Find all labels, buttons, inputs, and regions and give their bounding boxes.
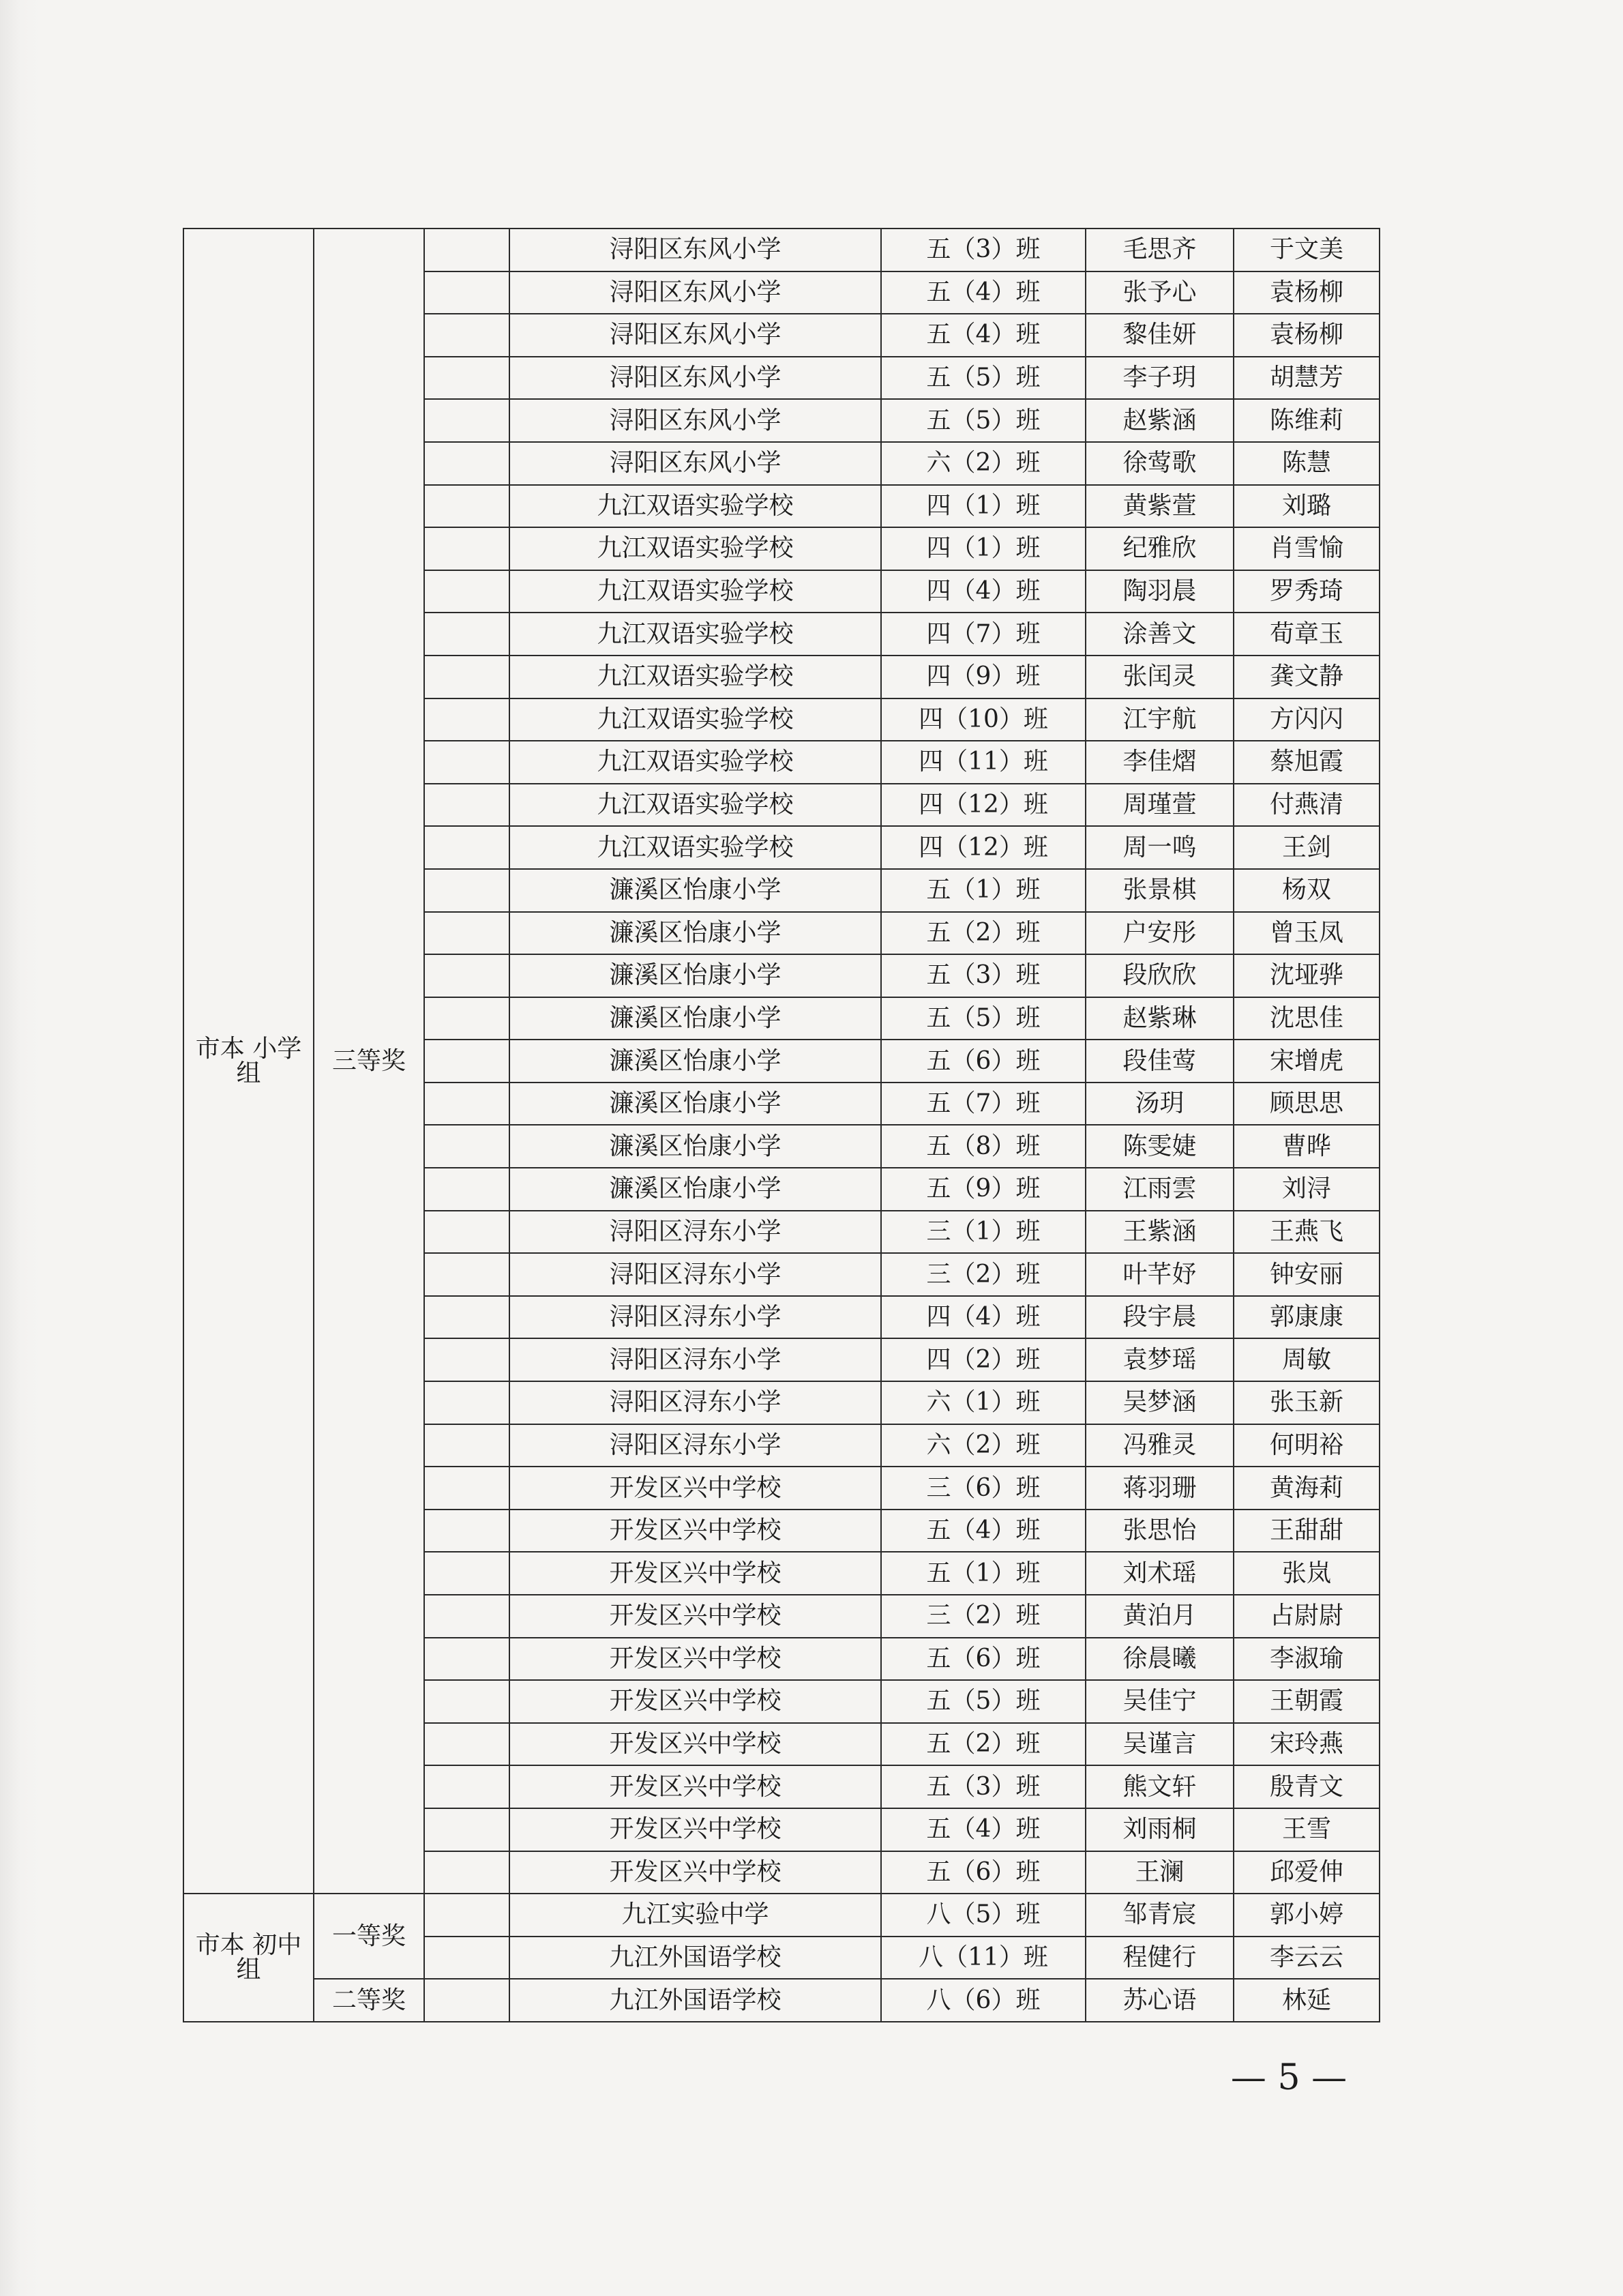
school-cell: 九江双语实验学校 bbox=[509, 527, 881, 570]
school-cell: 九江双语实验学校 bbox=[509, 826, 881, 869]
teacher-cell: 王甜甜 bbox=[1234, 1510, 1380, 1552]
teacher-cell: 胡慧芳 bbox=[1234, 357, 1380, 400]
student-cell: 程健行 bbox=[1086, 1937, 1234, 1979]
teacher-cell: 袁杨柳 bbox=[1234, 314, 1380, 357]
student-cell: 叶芊妤 bbox=[1086, 1253, 1234, 1296]
student-cell: 王紫涵 bbox=[1086, 1211, 1234, 1254]
blank-cell bbox=[424, 357, 509, 400]
table-row bbox=[183, 1894, 1380, 1937]
class-cell: 五（4）班 bbox=[881, 1510, 1086, 1552]
student-cell: 张景棋 bbox=[1086, 869, 1234, 912]
blank-cell bbox=[424, 314, 509, 357]
school-cell: 九江外国语学校 bbox=[509, 1979, 881, 2022]
teacher-cell: 荀章玉 bbox=[1234, 613, 1380, 656]
teacher-cell: 刘璐 bbox=[1234, 485, 1380, 528]
teacher-cell: 蔡旭霞 bbox=[1234, 741, 1380, 784]
blank-cell bbox=[424, 271, 509, 314]
school-cell: 濂溪区怡康小学 bbox=[509, 954, 881, 997]
teacher-cell: 张岚 bbox=[1234, 1552, 1380, 1595]
blank-cell bbox=[424, 741, 509, 784]
school-cell: 开发区兴中学校 bbox=[509, 1680, 881, 1723]
teacher-cell: 黄海莉 bbox=[1234, 1467, 1380, 1510]
school-cell: 浔阳区东风小学 bbox=[509, 229, 881, 271]
class-cell: 五（4）班 bbox=[881, 271, 1086, 314]
class-cell: 四（1）班 bbox=[881, 485, 1086, 528]
student-cell: 毛思齐 bbox=[1086, 229, 1234, 271]
blank-cell bbox=[424, 399, 509, 442]
student-cell: 王澜 bbox=[1086, 1851, 1234, 1894]
blank-cell bbox=[424, 1937, 509, 1979]
teacher-cell: 陈慧 bbox=[1234, 442, 1380, 485]
student-cell: 张闰灵 bbox=[1086, 656, 1234, 698]
school-cell: 浔阳区浔东小学 bbox=[509, 1338, 881, 1381]
blank-cell bbox=[424, 1808, 509, 1851]
blank-cell bbox=[424, 1168, 509, 1211]
blank-cell bbox=[424, 1083, 509, 1125]
class-cell: 六（1）班 bbox=[881, 1381, 1086, 1424]
school-cell: 濂溪区怡康小学 bbox=[509, 912, 881, 955]
class-cell: 五（6）班 bbox=[881, 1638, 1086, 1681]
student-cell: 赵紫琳 bbox=[1086, 997, 1234, 1040]
school-cell: 开发区兴中学校 bbox=[509, 1808, 881, 1851]
school-cell: 濂溪区怡康小学 bbox=[509, 1040, 881, 1083]
class-cell: 五（3）班 bbox=[881, 954, 1086, 997]
blank-cell bbox=[424, 997, 509, 1040]
school-cell: 开发区兴中学校 bbox=[509, 1723, 881, 1766]
class-cell: 五（2）班 bbox=[881, 912, 1086, 955]
teacher-cell: 杨双 bbox=[1234, 869, 1380, 912]
student-cell: 徐莺歌 bbox=[1086, 442, 1234, 485]
blank-cell bbox=[424, 1723, 509, 1766]
student-cell: 李佳熠 bbox=[1086, 741, 1234, 784]
class-cell: 五（9）班 bbox=[881, 1168, 1086, 1211]
class-cell: 三（1）班 bbox=[881, 1211, 1086, 1254]
school-cell: 浔阳区浔东小学 bbox=[509, 1211, 881, 1254]
school-cell: 浔阳区东风小学 bbox=[509, 271, 881, 314]
teacher-cell: 王剑 bbox=[1234, 826, 1380, 869]
teacher-cell: 王朝霞 bbox=[1234, 1680, 1380, 1723]
class-cell: 五（1）班 bbox=[881, 1552, 1086, 1595]
blank-cell bbox=[424, 613, 509, 656]
student-cell: 汤玥 bbox=[1086, 1083, 1234, 1125]
teacher-cell: 刘浔 bbox=[1234, 1168, 1380, 1211]
class-cell: 四（10）班 bbox=[881, 698, 1086, 741]
class-cell: 四（11）班 bbox=[881, 741, 1086, 784]
class-cell: 五（5）班 bbox=[881, 1680, 1086, 1723]
teacher-cell: 龚文静 bbox=[1234, 656, 1380, 698]
blank-cell bbox=[424, 229, 509, 271]
student-cell: 段欣欣 bbox=[1086, 954, 1234, 997]
group-cell: 市本 初中组 bbox=[183, 1894, 314, 2022]
class-cell: 六（2）班 bbox=[881, 1424, 1086, 1467]
award-level-cell: 三等奖 bbox=[314, 229, 424, 1894]
student-cell: 黎佳妍 bbox=[1086, 314, 1234, 357]
teacher-cell: 钟安丽 bbox=[1234, 1253, 1380, 1296]
school-cell: 濂溪区怡康小学 bbox=[509, 869, 881, 912]
teacher-cell: 宋玲燕 bbox=[1234, 1723, 1380, 1766]
teacher-cell: 宋增虎 bbox=[1234, 1040, 1380, 1083]
class-cell: 四（7）班 bbox=[881, 613, 1086, 656]
table-row bbox=[183, 1979, 1380, 2022]
student-cell: 吴梦涵 bbox=[1086, 1381, 1234, 1424]
student-cell: 袁梦瑶 bbox=[1086, 1338, 1234, 1381]
school-cell: 开发区兴中学校 bbox=[509, 1510, 881, 1552]
student-cell: 陈雯婕 bbox=[1086, 1125, 1234, 1168]
awards-table-body bbox=[183, 229, 1380, 2022]
blank-cell bbox=[424, 1510, 509, 1552]
class-cell: 四（4）班 bbox=[881, 570, 1086, 613]
teacher-cell: 方闪闪 bbox=[1234, 698, 1380, 741]
teacher-cell: 王雪 bbox=[1234, 1808, 1380, 1851]
teacher-cell: 付燕清 bbox=[1234, 784, 1380, 827]
blank-cell bbox=[424, 1979, 509, 2022]
blank-cell bbox=[424, 1211, 509, 1254]
school-cell: 九江双语实验学校 bbox=[509, 656, 881, 698]
teacher-cell: 郭小婷 bbox=[1234, 1894, 1380, 1937]
teacher-cell: 殷青文 bbox=[1234, 1765, 1380, 1808]
school-cell: 开发区兴中学校 bbox=[509, 1595, 881, 1638]
teacher-cell: 肖雪愉 bbox=[1234, 527, 1380, 570]
blank-cell bbox=[424, 1765, 509, 1808]
school-cell: 浔阳区浔东小学 bbox=[509, 1296, 881, 1339]
class-cell: 三（2）班 bbox=[881, 1253, 1086, 1296]
school-cell: 九江双语实验学校 bbox=[509, 784, 881, 827]
school-cell: 九江外国语学校 bbox=[509, 1937, 881, 1979]
class-cell: 五（5）班 bbox=[881, 357, 1086, 400]
teacher-cell: 李云云 bbox=[1234, 1937, 1380, 1979]
blank-cell bbox=[424, 1552, 509, 1595]
school-cell: 浔阳区浔东小学 bbox=[509, 1381, 881, 1424]
class-cell: 五（6）班 bbox=[881, 1040, 1086, 1083]
student-cell: 户安彤 bbox=[1086, 912, 1234, 955]
student-cell: 周一鸣 bbox=[1086, 826, 1234, 869]
school-cell: 濂溪区怡康小学 bbox=[509, 1168, 881, 1211]
class-cell: 四（12）班 bbox=[881, 826, 1086, 869]
group-cell: 市本 小学组 bbox=[183, 229, 314, 1894]
blank-cell bbox=[424, 1595, 509, 1638]
student-cell: 李子玥 bbox=[1086, 357, 1234, 400]
school-cell: 浔阳区东风小学 bbox=[509, 399, 881, 442]
class-cell: 八（11）班 bbox=[881, 1937, 1086, 1979]
class-cell: 六（2）班 bbox=[881, 442, 1086, 485]
award-level-cell: 一等奖 bbox=[314, 1894, 424, 1979]
class-cell: 四（4）班 bbox=[881, 1296, 1086, 1339]
school-cell: 九江双语实验学校 bbox=[509, 741, 881, 784]
teacher-cell: 曹晔 bbox=[1234, 1125, 1380, 1168]
student-cell: 江宇航 bbox=[1086, 698, 1234, 741]
class-cell: 五（1）班 bbox=[881, 869, 1086, 912]
student-cell: 张思怡 bbox=[1086, 1510, 1234, 1552]
class-cell: 五（4）班 bbox=[881, 314, 1086, 357]
teacher-cell: 沈思佳 bbox=[1234, 997, 1380, 1040]
student-cell: 黄泊月 bbox=[1086, 1595, 1234, 1638]
school-cell: 九江双语实验学校 bbox=[509, 485, 881, 528]
blank-cell bbox=[424, 1638, 509, 1681]
student-cell: 刘术瑶 bbox=[1086, 1552, 1234, 1595]
blank-cell bbox=[424, 1381, 509, 1424]
school-cell: 开发区兴中学校 bbox=[509, 1851, 881, 1894]
blank-cell bbox=[424, 442, 509, 485]
student-cell: 吴佳宁 bbox=[1086, 1680, 1234, 1723]
blank-cell bbox=[424, 1040, 509, 1083]
school-cell: 濂溪区怡康小学 bbox=[509, 997, 881, 1040]
teacher-cell: 王燕飞 bbox=[1234, 1211, 1380, 1254]
school-cell: 浔阳区浔东小学 bbox=[509, 1424, 881, 1467]
blank-cell bbox=[424, 1467, 509, 1510]
blank-cell bbox=[424, 698, 509, 741]
class-cell: 四（12）班 bbox=[881, 784, 1086, 827]
class-cell: 五（5）班 bbox=[881, 997, 1086, 1040]
blank-cell bbox=[424, 485, 509, 528]
blank-cell bbox=[424, 527, 509, 570]
teacher-cell: 占尉尉 bbox=[1234, 1595, 1380, 1638]
class-cell: 五（7）班 bbox=[881, 1083, 1086, 1125]
student-cell: 苏心语 bbox=[1086, 1979, 1234, 2022]
class-cell: 八（6）班 bbox=[881, 1979, 1086, 2022]
school-cell: 九江双语实验学校 bbox=[509, 613, 881, 656]
awards-table bbox=[183, 228, 1380, 2022]
teacher-cell: 顾思思 bbox=[1234, 1083, 1380, 1125]
blank-cell bbox=[424, 826, 509, 869]
school-cell: 濂溪区怡康小学 bbox=[509, 1125, 881, 1168]
student-cell: 刘雨桐 bbox=[1086, 1808, 1234, 1851]
student-cell: 赵紫涵 bbox=[1086, 399, 1234, 442]
class-cell: 五（5）班 bbox=[881, 399, 1086, 442]
teacher-cell: 曾玉凤 bbox=[1234, 912, 1380, 955]
student-cell: 纪雅欣 bbox=[1086, 527, 1234, 570]
school-cell: 浔阳区浔东小学 bbox=[509, 1253, 881, 1296]
table-row bbox=[183, 229, 1380, 271]
class-cell: 三（2）班 bbox=[881, 1595, 1086, 1638]
class-cell: 三（6）班 bbox=[881, 1467, 1086, 1510]
student-cell: 徐晨曦 bbox=[1086, 1638, 1234, 1681]
teacher-cell: 何明裕 bbox=[1234, 1424, 1380, 1467]
blank-cell bbox=[424, 1680, 509, 1723]
school-cell: 开发区兴中学校 bbox=[509, 1552, 881, 1595]
class-cell: 四（9）班 bbox=[881, 656, 1086, 698]
award-level-cell: 二等奖 bbox=[314, 1979, 424, 2022]
teacher-cell: 李淑瑜 bbox=[1234, 1638, 1380, 1681]
student-cell: 张予心 bbox=[1086, 271, 1234, 314]
student-cell: 段佳莺 bbox=[1086, 1040, 1234, 1083]
class-cell: 八（5）班 bbox=[881, 1894, 1086, 1937]
class-cell: 五（3）班 bbox=[881, 229, 1086, 271]
school-cell: 濂溪区怡康小学 bbox=[509, 1083, 881, 1125]
school-cell: 浔阳区东风小学 bbox=[509, 442, 881, 485]
school-cell: 九江双语实验学校 bbox=[509, 570, 881, 613]
school-cell: 九江实验中学 bbox=[509, 1894, 881, 1937]
class-cell: 四（1）班 bbox=[881, 527, 1086, 570]
student-cell: 涂善文 bbox=[1086, 613, 1234, 656]
student-cell: 江雨雲 bbox=[1086, 1168, 1234, 1211]
school-cell: 浔阳区东风小学 bbox=[509, 357, 881, 400]
blank-cell bbox=[424, 1851, 509, 1894]
class-cell: 五（2）班 bbox=[881, 1723, 1086, 1766]
school-cell: 开发区兴中学校 bbox=[509, 1765, 881, 1808]
student-cell: 邹青宸 bbox=[1086, 1894, 1234, 1937]
student-cell: 周瑾萱 bbox=[1086, 784, 1234, 827]
student-cell: 黄紫萱 bbox=[1086, 485, 1234, 528]
student-cell: 吴谨言 bbox=[1086, 1723, 1234, 1766]
blank-cell bbox=[424, 1253, 509, 1296]
teacher-cell: 袁杨柳 bbox=[1234, 271, 1380, 314]
teacher-cell: 于文美 bbox=[1234, 229, 1380, 271]
student-cell: 陶羽晨 bbox=[1086, 570, 1234, 613]
student-cell: 熊文轩 bbox=[1086, 1765, 1234, 1808]
teacher-cell: 邱爱伸 bbox=[1234, 1851, 1380, 1894]
blank-cell bbox=[424, 1424, 509, 1467]
class-cell: 五（4）班 bbox=[881, 1808, 1086, 1851]
blank-cell bbox=[424, 784, 509, 827]
school-cell: 浔阳区东风小学 bbox=[509, 314, 881, 357]
teacher-cell: 张玉新 bbox=[1234, 1381, 1380, 1424]
teacher-cell: 林延 bbox=[1234, 1979, 1380, 2022]
student-cell: 蒋羽珊 bbox=[1086, 1467, 1234, 1510]
teacher-cell: 周敏 bbox=[1234, 1338, 1380, 1381]
blank-cell bbox=[424, 869, 509, 912]
blank-cell bbox=[424, 912, 509, 955]
school-cell: 九江双语实验学校 bbox=[509, 698, 881, 741]
blank-cell bbox=[424, 954, 509, 997]
class-cell: 五（6）班 bbox=[881, 1851, 1086, 1894]
blank-cell bbox=[424, 1125, 509, 1168]
blank-cell bbox=[424, 656, 509, 698]
student-cell: 段宇晨 bbox=[1086, 1296, 1234, 1339]
class-cell: 五（8）班 bbox=[881, 1125, 1086, 1168]
school-cell: 开发区兴中学校 bbox=[509, 1467, 881, 1510]
teacher-cell: 罗秀琦 bbox=[1234, 570, 1380, 613]
teacher-cell: 沈垭骅 bbox=[1234, 954, 1380, 997]
blank-cell bbox=[424, 1296, 509, 1339]
blank-cell bbox=[424, 1338, 509, 1381]
blank-cell bbox=[424, 1894, 509, 1937]
teacher-cell: 郭康康 bbox=[1234, 1296, 1380, 1339]
student-cell: 冯雅灵 bbox=[1086, 1424, 1234, 1467]
blank-cell bbox=[424, 570, 509, 613]
page-number: — 5 — bbox=[1230, 2057, 1347, 2098]
teacher-cell: 陈维莉 bbox=[1234, 399, 1380, 442]
class-cell: 四（2）班 bbox=[881, 1338, 1086, 1381]
class-cell: 五（3）班 bbox=[881, 1765, 1086, 1808]
school-cell: 开发区兴中学校 bbox=[509, 1638, 881, 1681]
